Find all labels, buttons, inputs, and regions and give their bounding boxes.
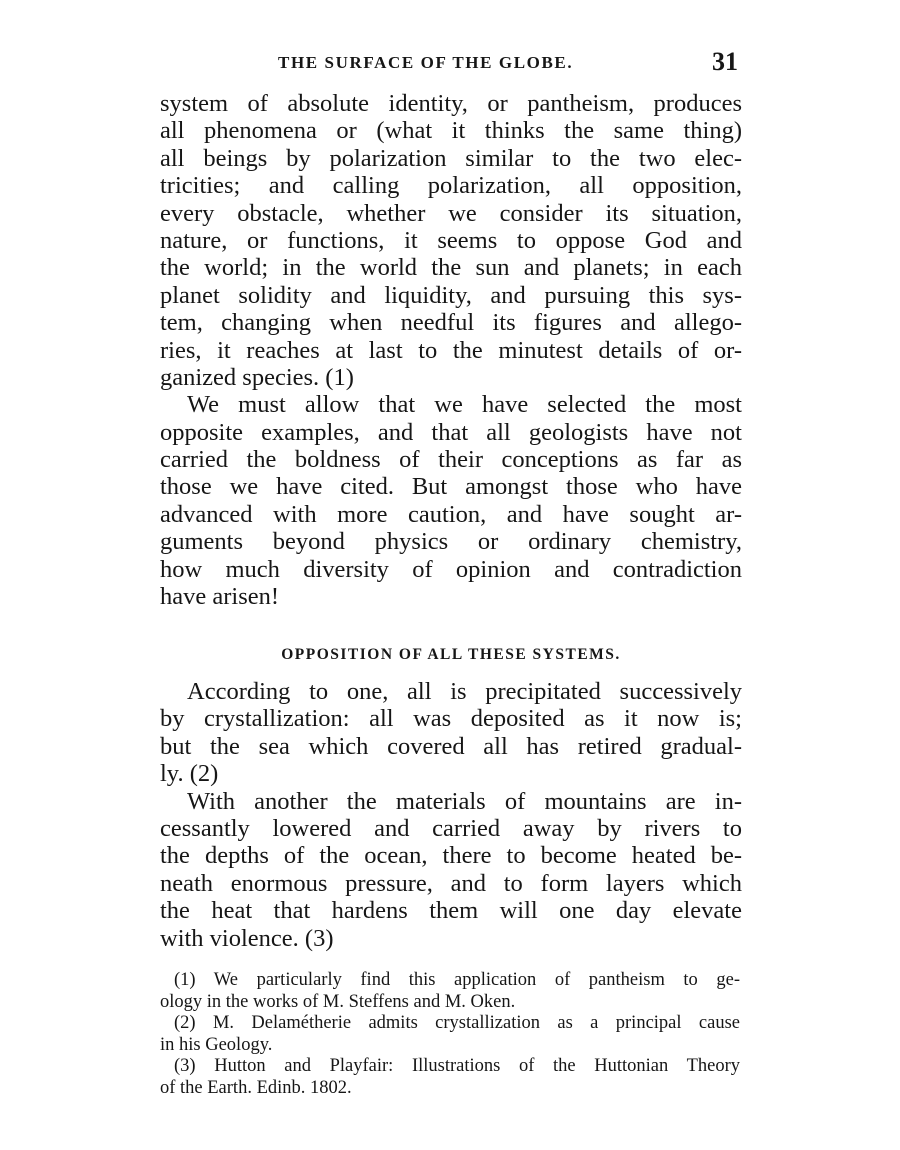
footnote-line: (2) M. Delamétherie admits crystallization as a principal cause [174,1013,740,1034]
text-line: planet solidity and liquidity, and pursuing this sys- [160,281,742,309]
footnote-line: (3) Hutton and Playfair: Illustrations of the Huttonian Theory [174,1056,740,1077]
text-line: the world; in the world the sun and planets; in each [160,254,742,282]
text-line: ly. (2) [160,760,219,788]
footnote-line: (1) We particularly find this application of pantheism to ge- [174,970,740,990]
text-line: those we have cited. But amongst those who have [160,473,742,501]
text-line: every obstacle, whether we consider its situation, [160,199,742,227]
paragraph [160,391,742,610]
text-line: opposite examples, and that all geologists have not [160,418,742,446]
page-header [160,47,740,77]
paragraph [160,678,742,788]
footnote-line: in his Geology. [160,1034,273,1055]
text-line: nature, or functions, it seems to oppose God and [160,226,742,254]
paragraph-continued [160,90,742,391]
text-line: all phenomena or (what it thinks the same thing) [160,117,742,145]
text-line: how much diversity of opinion and contradiction [160,555,742,583]
text-line: According to one, all is precipitated successively [187,678,742,705]
text-line: advanced with more caution, and have sought ar- [160,500,742,528]
text-line: but the sea which covered all has retired gradual- [160,732,742,760]
running-head: THE SURFACE OF THE GLOBE. [278,53,574,72]
page-number: 31 [712,47,738,76]
footnote-line: ology in the works of M. Steffens and M. Oken. [160,991,516,1012]
text-line: carried the boldness of their conceptions as far as [160,446,742,474]
text-line: neath enormous pressure, and to form layers which [160,869,742,897]
footnote-line: of the Earth. Edinb. 1802. [160,1077,352,1098]
main-text-section [160,678,742,952]
text-line: have arisen! [160,583,280,611]
text-line: the heat that hardens them will one day elevate [160,897,742,925]
text-line: tricities; and calling polarization, all opposition, [160,172,742,200]
text-line: by crystallization: all was deposited as it now is; [160,705,742,733]
text-line: ganized species. (1) [160,363,354,391]
text-line: the depths of the ocean, there to become heated be- [160,842,742,870]
text-line: with violence. (3) [160,924,334,952]
footnotes [160,970,740,1100]
text-line: cessantly lowered and carried away by rivers to [160,814,742,842]
text-line: We must allow that we have selected the most [187,391,742,419]
main-text [160,90,742,610]
text-line: tem, changing when needful its figures and allego- [160,309,742,337]
section-heading: OPPOSITION OF ALL THESE SYSTEMS. [281,646,621,663]
text-line: ries, it reaches at last to the minutest details of or- [160,336,742,364]
text-line: guments beyond physics or ordinary chemistry, [160,528,742,556]
text-line: With another the materials of mountains are in- [187,787,742,815]
text-line: all beings by polarization similar to the two elec- [160,144,742,172]
text-line: system of absolute identity, or pantheism, produces [160,90,742,117]
paragraph [160,788,742,952]
